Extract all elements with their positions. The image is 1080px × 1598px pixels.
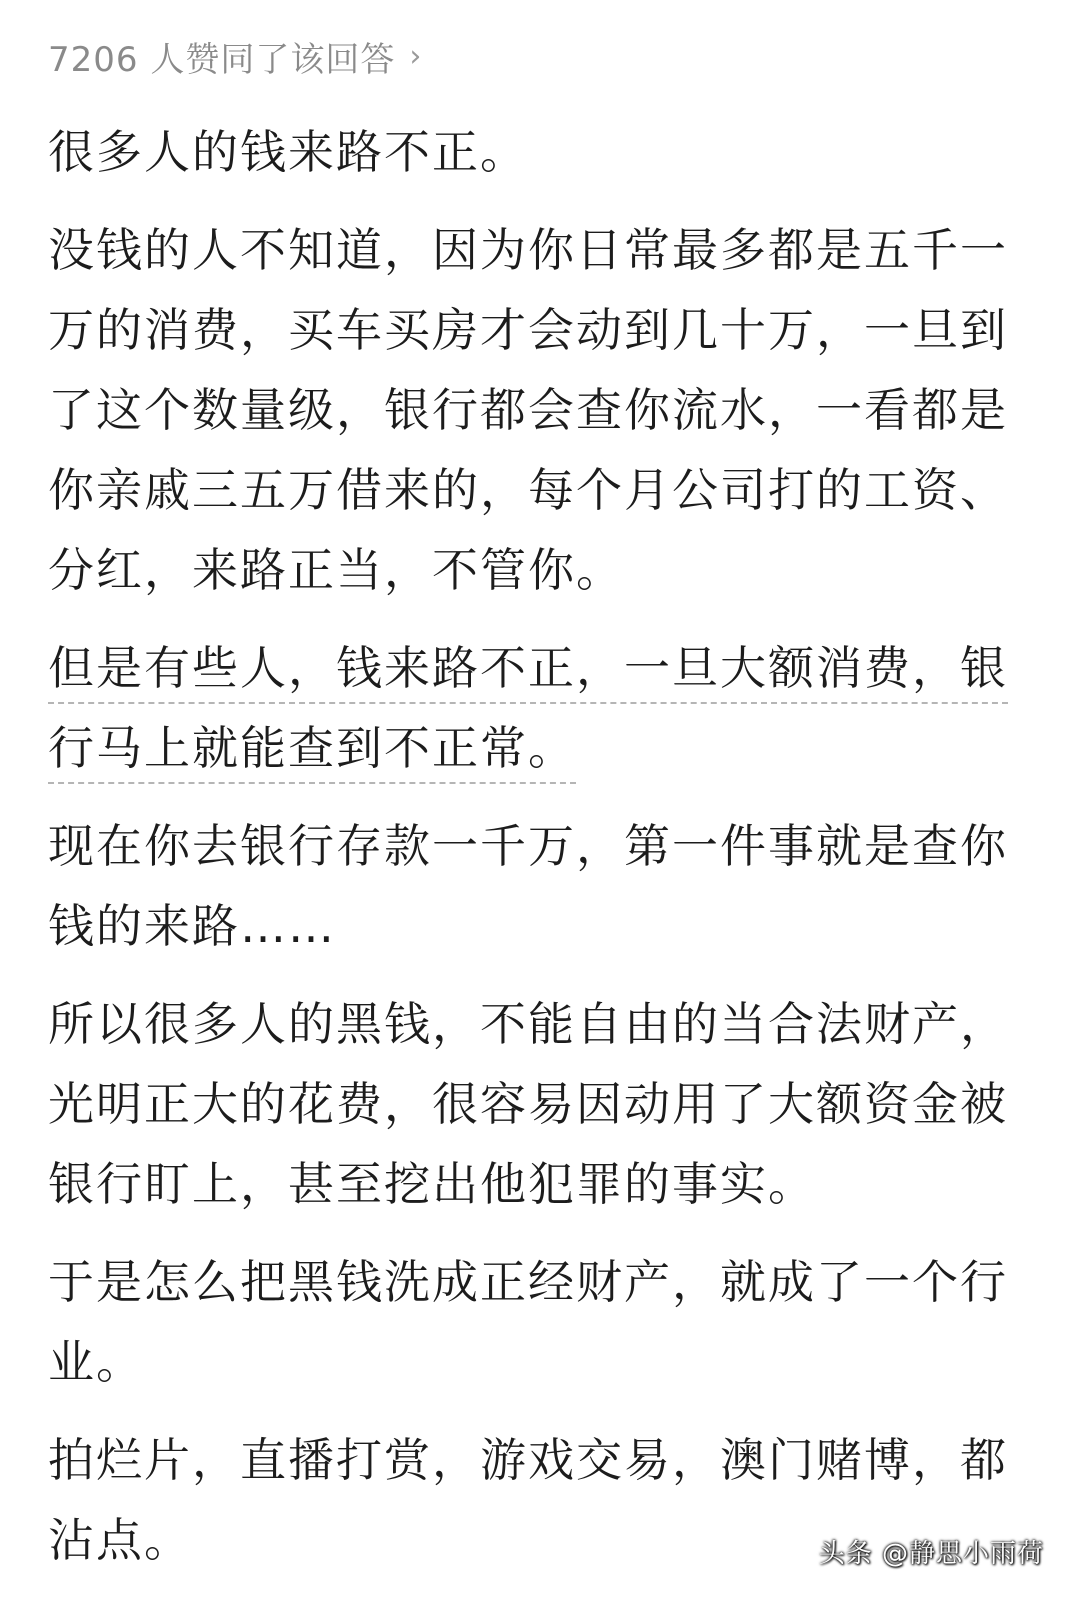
answer-body (48, 112, 1038, 1598)
source-watermark: 头条 @静思小雨荷 (818, 1539, 1044, 1569)
paragraph-2: 没钱的人不知道，因为你日常最多都是五千一万的消费，买车买房才会动到几十万，一旦到了这个数量级，银行都会查你流水，一看都是你亲戚三五万借来的，每个月公司打的工资、分红，来路正当，不管你。 (48, 223, 1008, 597)
upvote-count-text: 7206 人赞同了该回答 (48, 39, 396, 80)
chevron-right-icon: › (409, 38, 423, 74)
paragraph-7: 拍烂片，直播打赏，游戏交易，澳门赌博，都沾点。 (48, 1433, 1008, 1567)
paragraph-3[interactable]: 但是有些人，钱来路不正，一旦大额消费，银行马上就能查到不正常。 (48, 641, 1008, 775)
paragraph-4: 现在你去银行存款一千万，第一件事就是查你钱的来路…… (48, 819, 1008, 953)
paragraph-6: 于是怎么把黑钱洗成正经财产，就成了一个行业。 (48, 1255, 1008, 1389)
upvote-count-link[interactable] (48, 30, 422, 82)
paragraph-5: 所以很多人的黑钱，不能自由的当合法财产，光明正大的花费，很容易因动用了大额资金被银行盯上，甚至挖出他犯罪的事实。 (48, 997, 1008, 1211)
paragraph-1: 很多人的钱来路不正。 (48, 125, 528, 179)
